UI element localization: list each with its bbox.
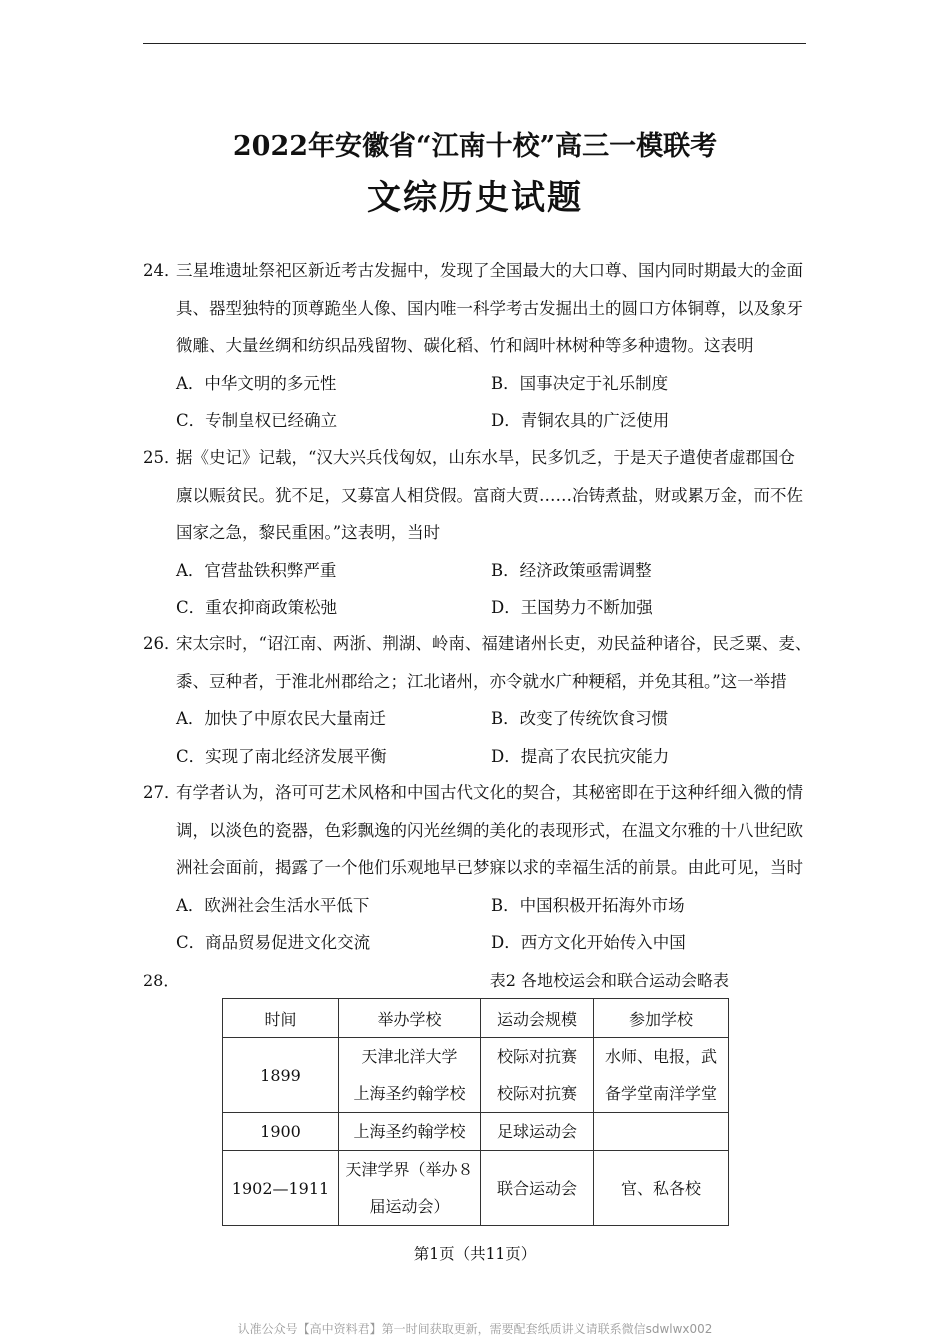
question-stem-line: 有学者认为，洛可可艺术风格和中国古代文化的契合，其秘密即在于这种纤细入微的情 <box>176 783 803 802</box>
table-cell-participants <box>594 1038 729 1113</box>
option-c: C．商品贸易促进文化交流 <box>176 933 371 952</box>
cell-line: 天津学界（举办８ <box>345 1160 474 1179</box>
exam-title: 2022年安徽省“江南十校”高三一模联考 <box>232 131 718 162</box>
question-28-caption <box>143 966 808 996</box>
question-stem-line: 黍、豆种者，于淮北州郡给之；江北诸州，亦令就水广种粳稻，并免其租。”这一举措 <box>176 671 787 691</box>
cell-line: 联合运动会 <box>496 1178 577 1198</box>
option-d: D．青铜农具的广泛使用 <box>491 411 670 430</box>
cell-line: 上海圣约翰学校 <box>353 1122 466 1141</box>
table-cell-time: 1899 <box>223 1038 339 1113</box>
option-a: A．中华文明的多元性 <box>176 373 337 393</box>
option-a: A．加快了中原农民大量南迁 <box>176 709 386 728</box>
question-stem-line: 具、器型独特的顶尊跪坐人像、国内唯一科学考古发掘出土的圆口方体铜尊，以及象牙 <box>176 298 803 318</box>
option-c: C．实现了南北经济发展平衡 <box>176 746 387 766</box>
cell-line: 足球运动会 <box>496 1122 577 1141</box>
question-number: 25． <box>143 448 181 467</box>
option-b: B．改变了传统饮食习惯 <box>491 709 669 728</box>
table-row <box>223 1113 729 1151</box>
cell-line: 官、私各校 <box>620 1178 701 1198</box>
question-number: 24． <box>143 261 181 280</box>
exam-subtitle: 文综历史试题 <box>367 178 583 218</box>
option-d: D．提高了农民抗灾能力 <box>491 746 670 766</box>
question-number: 28． <box>143 971 180 990</box>
table-cell-schools <box>339 1038 481 1113</box>
option-b: B．国事决定于礼乐制度 <box>491 373 669 393</box>
option-c: C．重农抑商政策松弛 <box>176 598 338 617</box>
table-header-cell: 时间 <box>223 999 339 1038</box>
cell-line: 届运动会） <box>369 1197 450 1216</box>
question-27 <box>143 774 808 962</box>
option-b: B．中国积极开拓海外市场 <box>491 895 685 915</box>
page-number: 第1页（共11页） <box>413 1245 537 1263</box>
question-stem-line: 国家之急，黎民重困。”这表明，当时 <box>176 523 441 542</box>
cell-line: 上海圣约翰学校 <box>353 1084 466 1103</box>
table-header-row <box>223 999 729 1038</box>
question-24 <box>143 252 808 440</box>
question-stem-line: 三星堆遗址祭祀区新近考古发掘中，发现了全国最大的大口尊、国内同时期最大的金面 <box>176 261 803 280</box>
header-rule <box>143 43 806 44</box>
question-26 <box>143 625 812 775</box>
table-cell-scale <box>481 1113 594 1151</box>
table-row <box>223 1038 729 1113</box>
question-stem-line: 廪以赈贫民。犹不足，又募富人相贷假。富商大贾……冶铸煮盐，财或累万金，而不佐 <box>176 485 803 505</box>
cell-line: 校际对抗赛 <box>496 1047 577 1066</box>
cell-line: 校际对抗赛 <box>496 1084 577 1103</box>
question-stem-line: 据《史记》记载，“汉大兴兵伐匈奴，山东水旱，民多饥乏，于是天子遣使者虚郡国仓 <box>176 448 795 467</box>
table-cell-scale <box>481 1151 594 1226</box>
table-title: 表2 各地校运会和联合运动会略表 <box>489 971 729 990</box>
table-cell-time: 1902—1911 <box>223 1151 339 1226</box>
option-b: B．经济政策亟需调整 <box>491 560 652 580</box>
table-cell-scale <box>481 1038 594 1113</box>
option-c: C．专制皇权已经确立 <box>176 411 338 430</box>
sports-meet-table <box>222 998 729 1226</box>
table-cell-schools <box>339 1113 481 1151</box>
option-a: A．官营盐铁积弊严重 <box>176 560 337 580</box>
table-cell-schools <box>339 1151 481 1226</box>
question-number: 27． <box>143 783 181 802</box>
table-cell-time: 1900 <box>223 1113 339 1151</box>
table-cell-participants <box>594 1113 729 1151</box>
table-header-cell: 举办学校 <box>339 999 481 1038</box>
question-stem-line: 洲社会面前，揭露了一个他们乐观地早已梦寐以求的幸福生活的前景。由此可见，当时 <box>176 858 803 877</box>
table-header-cell: 运动会规模 <box>481 999 594 1038</box>
question-stem-line: 微雕、大量丝绸和纺织品残留物、碳化稻、竹和阔叶林树种等多种遗物。这表明 <box>176 336 754 355</box>
cell-line: 天津北洋大学 <box>361 1047 458 1066</box>
question-stem-line: 宋太宗时，“诏江南、两浙、荆湖、岭南、福建诸州长吏，劝民益种诸谷，民乏粟、麦、 <box>176 634 812 653</box>
option-a: A．欧洲社会生活水平低下 <box>176 895 370 915</box>
question-stem-line: 调，以淡色的瓷器，色彩飘逸的闪光丝绸的美化的表现形式，在温文尔雅的十八世纪欧 <box>176 820 803 840</box>
cell-line: 备学堂南洋学堂 <box>604 1084 717 1103</box>
question-25 <box>143 439 808 627</box>
watermark-text: 认准公众号【高中资料君】第一时间获取更新，需要配套纸质讲义请联系微信sdwlwx002 <box>237 1322 713 1336</box>
option-d: D．西方文化开始传入中国 <box>491 933 686 952</box>
table-row <box>223 1151 729 1226</box>
cell-line: 水师、电报，武 <box>604 1047 717 1066</box>
table-cell-participants <box>594 1151 729 1226</box>
question-number: 26． <box>143 634 181 653</box>
table-header-cell: 参加学校 <box>594 999 729 1038</box>
cell-line <box>598 1113 724 1150</box>
option-d: D．王国势力不断加强 <box>491 598 653 617</box>
